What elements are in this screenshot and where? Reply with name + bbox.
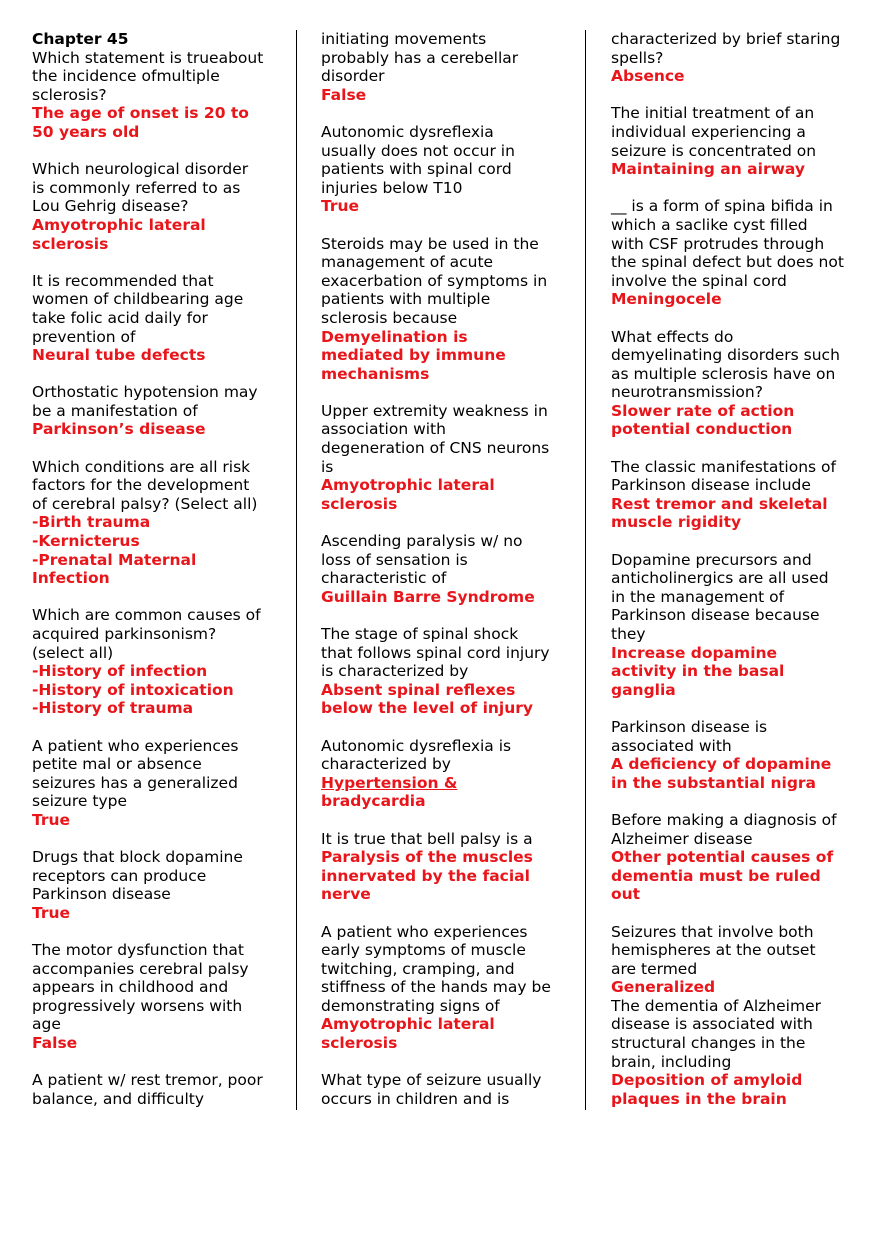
blank-line [32,1053,284,1072]
answer-line: potential conduction [611,420,793,439]
question-line: Parkinson disease because [611,606,820,625]
question-line: usually does not occur in [321,141,515,160]
question-line: Orthostatic hypotension may [32,383,258,402]
answer-line: Generalized [611,978,716,997]
question-line: twitching, cramping, and [321,959,515,978]
blank-line [321,606,571,625]
question-line: take folic acid daily for [32,308,208,327]
column-1 [32,30,284,1108]
question-line: associated with [611,736,732,755]
question-line: as multiple sclerosis have on [611,364,836,383]
question-line: brain, including [611,1052,732,1071]
question-line: neurotransmission? [611,383,763,402]
answer-line: False [321,85,367,104]
question-line: Upper extremity weakness in [321,401,548,420]
answer-line: mechanisms [321,364,430,383]
question-line: patients with spinal cord [321,160,512,179]
answer-line: Slower rate of action [611,401,795,420]
question-line: with CSF protrudes through [611,234,825,253]
answer-line: Parkinson’s disease [32,420,206,439]
question-line: Lou Gehrig disease? [32,197,189,216]
question-line: A patient who experiences [32,736,239,755]
answer-line: Deposition of amyloid [611,1071,803,1090]
question-line: Drugs that block dopamine [32,848,243,867]
blank-line [611,532,861,551]
question-line: characterized by brief staring [611,30,841,48]
question-line: occurs in children and is [321,1089,510,1108]
question-line: Parkinson disease is [611,717,768,736]
question-line: Which are common causes of [32,606,261,625]
answer-line: A deficiency of dopamine [611,755,832,774]
question-line: seizure type [32,792,127,811]
question-line: The classic manifestations of [611,457,836,476]
question-line: It is true that bell palsy is a [321,829,533,848]
answer-line: in the substantial nigra [611,773,817,792]
answer-line: Increase dopamine [611,643,778,662]
answer-line: Infection [32,569,110,588]
blank-line [32,365,284,384]
answer-line: -Prenatal Maternal [32,550,197,569]
question-line: balance, and difficulty [32,1089,204,1108]
blank-line [32,588,284,607]
blank-line [611,86,861,105]
answer-line: Other potential causes of [611,848,834,867]
answer-line: Demyelination is [321,327,468,346]
question-line: that follows spinal cord injury [321,643,550,662]
question-line: demyelinating disorders such [611,346,840,365]
answer-line: dementia must be ruled [611,866,821,885]
question-line: Autonomic dysreflexia [321,122,494,141]
blank-line [321,513,571,532]
answer-line: Absent spinal reflexes [321,680,516,699]
question-line: characteristic of [321,569,447,588]
answer-line: Hypertension & [321,773,458,792]
question-line: Alzheimer disease [611,829,753,848]
question-line: structural changes in the [611,1034,806,1053]
blank-line [32,253,284,272]
answer-line: nerve [321,885,371,904]
blank-line [321,216,571,235]
answer-line: Amyotrophic lateral [32,215,206,234]
answer-line: Rest tremor and skeletal [611,494,828,513]
answer-line: -Birth trauma [32,513,151,532]
answer-line: 50 years old [32,122,140,141]
column-2 [321,30,571,1108]
column-3 [611,30,861,1108]
blank-line [611,904,861,923]
question-line: are termed [611,959,698,978]
question-line: progressively worsens with [32,996,243,1015]
blank-line [32,142,284,161]
question-line: accompanies cerebral palsy [32,959,249,978]
blank-line [321,904,571,923]
question-line: characterized by [321,755,451,774]
question-line: Before making a diagnosis of [611,810,837,829]
blank-line [611,179,861,198]
question-line: Which conditions are all risk [32,457,251,476]
question-line: disorder [321,67,385,86]
answer-line: Absence [611,67,685,86]
question-line: Parkinson disease include [611,476,811,495]
answer-line: -History of trauma [32,699,194,718]
question-line: the spinal defect but does not [611,253,844,272]
answer-line: out [611,885,641,904]
question-line: is characterized by [321,662,469,681]
blank-line [32,923,284,942]
question-line: Ascending paralysis w/ no [321,532,523,551]
question-line: Dopamine precursors and [611,550,812,569]
answer-line: ganglia [611,680,676,699]
question-line: involve the spinal cord [611,271,787,290]
question-line: women of childbearing age [32,290,244,309]
question-line: patients with multiple [321,290,491,309]
answer-line: True [32,903,71,922]
question-line: seizures has a generalized [32,773,238,792]
answer-line: -History of intoxication [32,680,234,699]
question-line: Seizures that involve both [611,922,814,941]
blank-line [611,699,861,718]
question-line: The initial treatment of an [611,104,815,123]
question-line: __ is a form of spina bifida in [611,197,833,216]
question-line: injuries below T10 [321,178,463,197]
blank-line [611,792,861,811]
blank-line [321,383,571,402]
answer-line: innervated by the facial [321,866,530,885]
question-line: be a manifestation of [32,401,198,420]
question-line: petite mal or absence [32,755,202,774]
question-line: It is recommended that [32,271,214,290]
question-line: age [32,1015,61,1034]
blank-line [611,439,861,458]
answer-line: muscle rigidity [611,513,742,532]
question-line: in the management of [611,587,785,606]
answer-line: True [321,197,360,216]
answer-line: Meningocele [611,290,722,309]
question-line: Which neurological disorder [32,160,249,179]
question-line: A patient who experiences [321,922,528,941]
answer-line: activity in the basal [611,662,785,681]
question-line: anticholinergics are all used [611,569,829,588]
blank-line [321,811,571,830]
blank-line [611,309,861,328]
answer-line: sclerosis [32,234,109,253]
answer-line: plaques in the brain [611,1089,787,1108]
blank-line [32,830,284,849]
question-line: spells? [611,48,664,67]
question-line: probably has a cerebellar [321,48,519,67]
answer-line: True [32,810,71,829]
question-line: appears in childhood and [32,978,229,997]
question-line: factors for the development [32,476,250,495]
question-line: acquired parkinsonism? [32,625,217,643]
question-line: management of acute [321,253,494,272]
question-line: Which statement is trueabout [32,48,264,67]
answer-line: Neural tube defects [32,346,206,365]
answer-line: sclerosis [321,1034,398,1053]
column-divider-2 [585,30,586,1110]
chapter-heading: Chapter 45 [32,30,129,48]
answer-line: -History of infection [32,662,208,681]
question-line: The motor dysfunction that [32,941,245,960]
question-line: exacerbation of symptoms in [321,271,548,290]
answer-line: The age of onset is 20 to [32,104,249,123]
blank-line [321,1053,571,1072]
question-line: (select all) [32,643,114,662]
question-line: hemispheres at the outset [611,941,816,960]
question-line: initiating movements [321,30,487,48]
answer-line: Paralysis of the muscles [321,848,533,867]
answer-line: bradycardia [321,792,426,811]
question-line: loss of sensation is [321,550,468,569]
question-line: association with [321,420,446,439]
column-divider-1 [296,30,297,1110]
question-line: the incidence ofmultiple [32,67,220,86]
question-line: seizure is concentrated on [611,141,817,160]
blank-line [321,104,571,123]
question-line: they [611,625,646,643]
answer-line: mediated by immune [321,346,506,365]
question-line: The dementia of Alzheimer [611,996,821,1015]
blank-line [32,439,284,458]
answer-line: -Kernicterus [32,532,140,551]
answer-line: sclerosis [321,494,398,513]
answer-line: Guillain Barre Syndrome [321,587,535,606]
question-line: The stage of spinal shock [321,625,519,643]
question-line: What effects do [611,327,734,346]
blank-line [321,718,571,737]
question-line: individual experiencing a [611,122,806,141]
question-line: stiffness of the hands may be [321,978,551,997]
question-line: demonstrating signs of [321,996,500,1015]
question-line: early symptoms of muscle [321,941,526,960]
question-line: disease is associated with [611,1015,813,1034]
question-line: Steroids may be used in the [321,234,539,253]
question-line: A patient w/ rest tremor, poor [32,1071,263,1090]
answer-line: below the level of injury [321,699,534,718]
answer-line: Maintaining an airway [611,160,805,179]
question-line: receptors can produce [32,866,207,885]
answer-line: False [32,1034,78,1053]
question-line: is [321,457,334,476]
question-line: sclerosis because [321,308,458,327]
question-line: which a saclike cyst filled [611,215,808,234]
question-line: sclerosis? [32,85,107,104]
question-line: Autonomic dysreflexia is [321,736,512,755]
blank-line [32,718,284,737]
question-line: of cerebral palsy? (Select all) [32,494,258,513]
question-line: prevention of [32,327,136,346]
answer-line: Amyotrophic lateral [321,476,495,495]
question-line: What type of seizure usually [321,1071,542,1090]
question-line: Parkinson disease [32,885,171,904]
answer-line: Amyotrophic lateral [321,1015,495,1034]
question-line: is commonly referred to as [32,178,241,197]
question-line: degeneration of CNS neurons [321,439,550,458]
